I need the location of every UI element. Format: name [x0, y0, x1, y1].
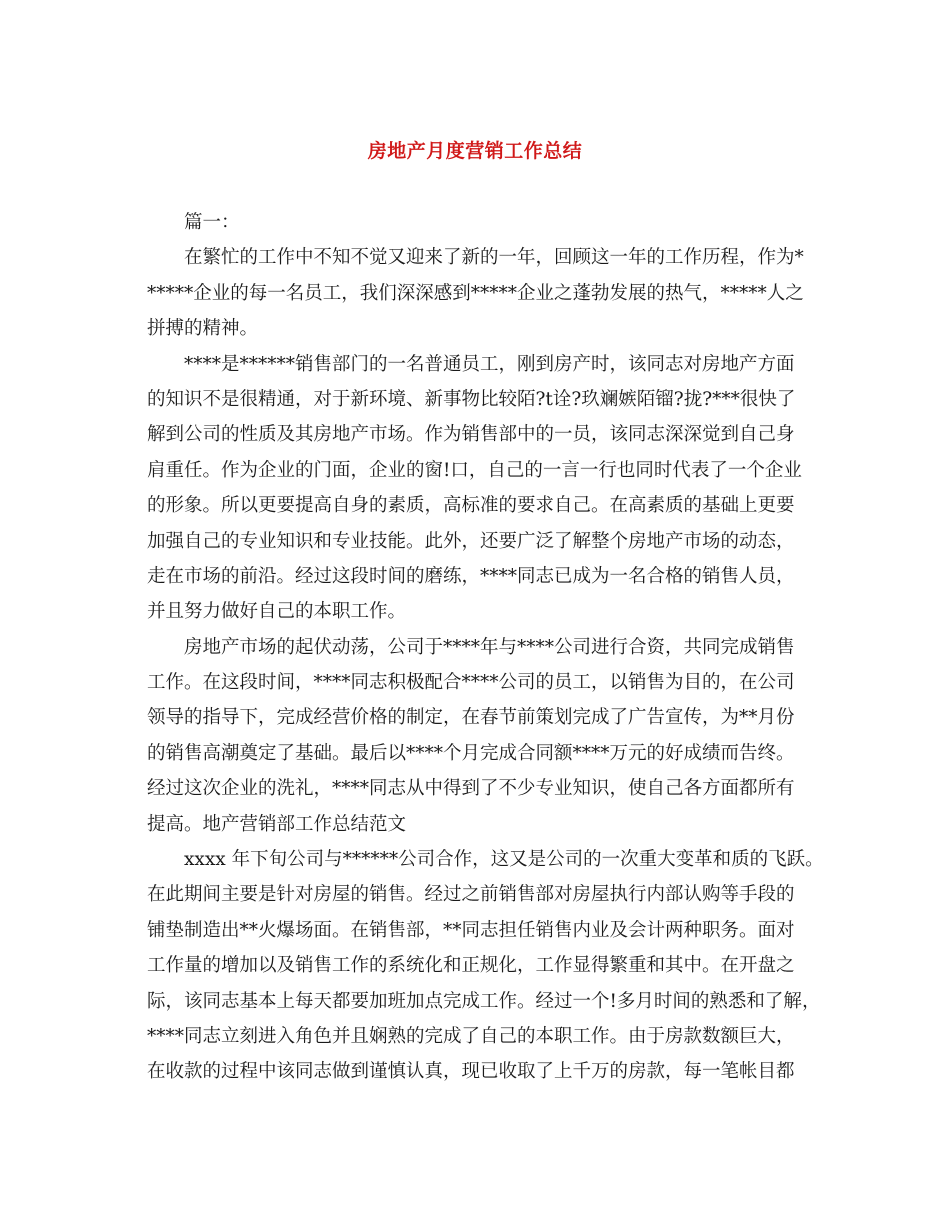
text-line: 在此期间主要是针对房屋的销售。经过之前销售部对房屋执行内部认购等手段的	[147, 884, 795, 906]
text-line: xxxx 年下旬公司与******公司合作，这又是公司的一次重大变革和质的飞跃。	[184, 849, 824, 871]
text-line: 铺垫制造出**火爆场面。在销售部，**同志担任销售内业及会计两种职务。面对	[147, 919, 795, 941]
text-line: 在收款的过程中该同志做到谨慎认真，现已收取了上千万的房款，每一笔帐目都	[147, 1061, 795, 1083]
text-line: 的形象。所以更要提高自身的素质，高标准的要求自己。在高素质的基础上更要	[147, 495, 795, 517]
document-body	[147, 205, 827, 1090]
text-line: 的销售高潮奠定了基础。最后以****个月完成合同额****万元的好成绩而告终。	[147, 742, 795, 764]
text-line: 际，该同志基本上每天都要加班加点完成工作。经过一个!多月时间的熟悉和了解，	[147, 990, 821, 1012]
text-line: 拼搏的精神。	[147, 318, 259, 340]
text-line: ****是******销售部门的一名普通员工，刚到房产时，该同志对房地产方面	[184, 353, 795, 375]
text-line: 加强自己的专业知识和专业技能。此外，还要广泛了解整个房地产市场的动态，	[147, 530, 795, 552]
text-line: 并且努力做好自己的本职工作。	[147, 601, 407, 623]
text-line: *****企业的每一名员工，我们深深感到*****企业之蓬勃发展的热气，*****人之	[147, 282, 804, 304]
text-line: 房地产市场的起伏动荡，公司于****年与****公司进行合资，共同完成销售	[184, 636, 795, 658]
text-line: 领导的指导下，完成经营价格的制定，在春节前策划完成了广告宣传，为**月份	[147, 707, 795, 729]
text-line: 的知识不是很精通，对于新环境、新事物比较陌?t诠?玖斓嫉陌镏?拢?***很快了	[147, 388, 796, 410]
text-line: 解到公司的性质及其房地产市场。作为销售部中的一员，该同志深深觉到自己身	[147, 424, 795, 446]
text-line: 肩重任。作为企业的门面，企业的窗!口，自己的一言一行也同时代表了一个企业	[147, 459, 802, 481]
document-title: 房地产月度营销工作总结	[367, 140, 583, 162]
text-line: 工作量的增加以及销售工作的系统化和正规化，工作显得繁重和其中。在开盘之	[147, 955, 795, 977]
text-line: 篇一：	[184, 212, 240, 233]
text-line: 工作。在这段时间，****同志积极配合****公司的员工，以销售为目的，在公司	[147, 672, 795, 694]
text-line: 走在市场的前沿。经过这段时间的磨练，****同志已成为一名合格的销售人员，	[147, 565, 795, 587]
text-line: 在繁忙的工作中不知不觉又迎来了新的一年，回顾这一年的工作历程，作为*	[184, 247, 804, 269]
text-line: 经过这次企业的洗礼，****同志从中得到了不少专业知识，使自己各方面都所有	[147, 778, 795, 800]
text-line: ****同志立刻进入角色并且娴熟的完成了自己的本职工作。由于房款数额巨大，	[147, 1025, 795, 1047]
text-line: 提高。地产营销部工作总结范文	[147, 813, 407, 835]
